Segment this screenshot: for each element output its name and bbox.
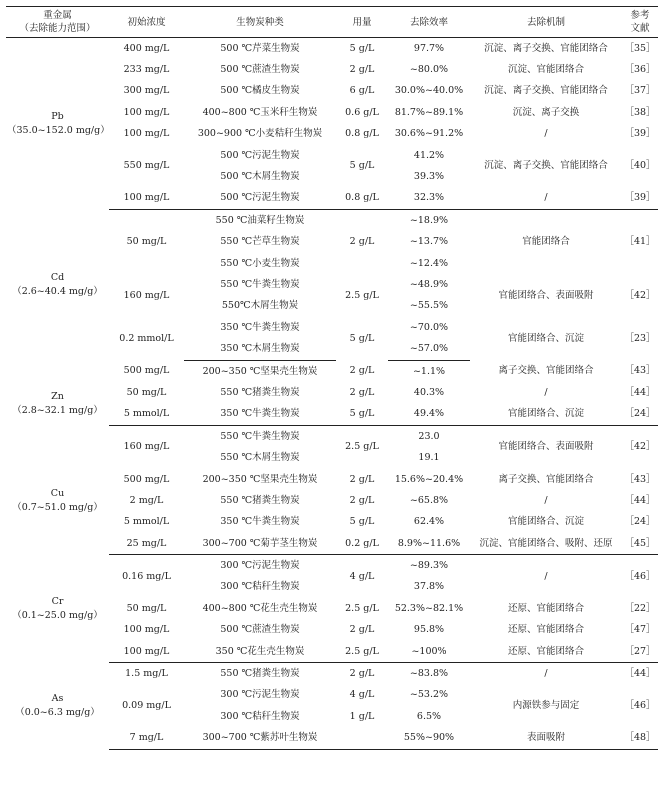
removal-mechanism-cell: 官能团络合、沉淀 [507,516,584,528]
header-biochar-type: 生物炭种类 [184,7,336,38]
biochar-type-cell: 400~800 ℃玉米秆生物炭 [202,106,318,118]
removal-mechanism-cell: 还原、官能团络合 [507,624,584,636]
reference-cell: ［43］ [624,365,656,377]
dosage-cell: 6 g/L [349,85,375,97]
metal-cell [6,555,109,663]
dosage-cell: 1 g/L [349,710,375,722]
heavy-metal-removal-table [6,6,658,750]
dosage-cell: 2 g/L [349,386,375,398]
initial-concentration-cell: 500 mg/L [123,473,170,485]
removal-mechanism-cell: / [544,668,548,680]
reference-cell: ［24］ [624,516,656,528]
metal-cell [6,210,109,361]
removal-efficiency-cell: 32.3% [388,188,470,210]
removal-mechanism-cell: 沉淀、官能团络合 [507,64,584,76]
removal-mechanism-cell: 还原、官能团络合 [470,641,622,663]
removal-mechanism-cell: 官能团络合、表面吸附 [498,289,594,301]
removal-efficiency-cell: 81.7%~89.1% [394,106,464,118]
initial-concentration-cell: 50 mg/L [126,236,167,248]
dosage-cell: 4 g/L [349,570,375,582]
reference-cell: ［42］ [624,289,656,301]
removal-efficiency-cell: ~53.2% [409,689,449,701]
reference-cell: ［24］ [622,404,658,426]
biochar-type-cell: 550 ℃猪粪生物炭 [220,494,300,506]
initial-concentration-cell: 100 mg/L [123,624,170,636]
biochar-type-cell: 300~700 ℃紫苏叶生物炭 [184,728,336,750]
biochar-type-cell: 500 ℃芹菜生物炭 [220,42,300,54]
table-row [6,210,658,232]
removal-efficiency-cell: 30.0%~40.0% [394,85,464,97]
reference-cell: ［35］ [624,42,656,54]
biochar-type-cell: 500 ℃蔗渣生物炭 [220,624,300,636]
metal-name: Cu [50,488,65,500]
metal-cell [6,38,109,210]
header-removal-mechanism: 去除机制 [470,7,622,38]
initial-concentration-cell: 500 mg/L [123,365,170,377]
initial-concentration-cell: 233 mg/L [123,64,170,76]
initial-concentration-cell: 400 mg/L [123,42,170,54]
initial-concentration-cell: 100 mg/L [123,106,170,118]
removal-efficiency-cell: 52.3%~82.1% [394,602,464,614]
reference-cell: ［48］ [622,728,658,750]
removal-efficiency-cell: 97.7% [413,42,445,54]
biochar-type-cell: 350 ℃牛粪生物炭 [184,404,336,426]
metal-capacity-range: （0.1~25.0 mg/g） [12,609,103,621]
removal-mechanism-cell: 表面吸附 [470,728,622,750]
biochar-type-cell: 200~350 ℃坚果壳生物炭 [202,473,318,485]
reference-cell: ［46］ [624,570,656,582]
biochar-type-cell: 500 ℃木屑生物炭 [220,171,300,183]
initial-concentration-cell: 50 mg/L [126,386,167,398]
metal-capacity-range: （0.0~6.3 mg/g） [15,707,100,719]
removal-efficiency-cell: ~70.0% [409,321,449,333]
biochar-type-cell: 500 ℃污泥生物炭 [220,149,300,161]
table-row [6,663,658,685]
reference-cell: ［44］ [624,668,656,680]
removal-efficiency-cell: ~83.8% [409,668,449,680]
initial-concentration-cell: 2 mg/L [129,494,164,506]
dosage-cell: 2.5 g/L [345,289,379,301]
reference-cell: ［44］ [624,494,656,506]
initial-concentration-cell: 100 mg/L [109,188,184,210]
removal-efficiency-cell: ~13.7% [409,236,449,248]
removal-mechanism-cell: 离子交换、官能团络合 [498,365,594,377]
removal-mechanism-cell: 沉淀、官能团络合、吸附、还原 [470,533,622,555]
removal-mechanism-cell: 内源铁参与固定 [512,700,580,712]
table-body [6,38,658,750]
initial-concentration-cell: 5 mmol/L [123,516,170,528]
biochar-type-cell: 550 ℃猪粪生物炭 [220,668,300,680]
header-metal [6,7,109,38]
header-dosage: 用量 [336,7,388,38]
metal-capacity-range: （0.7~51.0 mg/g） [12,502,103,514]
removal-efficiency-cell: 39.3% [413,171,445,183]
removal-efficiency-cell: 55%~90% [388,728,470,750]
removal-mechanism-cell: 沉淀、离子交换、官能团络合 [484,160,608,172]
dosage-cell: 5 g/L [349,42,375,54]
biochar-type-cell: 200~350 ℃坚果壳生物炭 [202,365,318,377]
metal-name: As [51,693,64,705]
biochar-type-cell: 500 ℃蔗渣生物炭 [220,64,300,76]
biochar-type-cell: 550 ℃牛粪生物炭 [220,278,300,290]
biochar-type-cell: 500 ℃橘皮生物炭 [220,85,300,97]
removal-efficiency-cell: ~18.9% [409,214,449,226]
removal-efficiency-cell: 23.0 [418,430,440,442]
dosage-cell: 2 g/L [349,64,375,76]
removal-mechanism-cell: 沉淀、离子交换 [512,106,580,118]
header-reference [622,7,658,38]
header-reference-line1: 参考 [630,10,650,21]
biochar-type-cell: 300~700 ℃菊芋茎生物炭 [184,533,336,555]
dosage-cell: 5 g/L [336,404,388,426]
metal-cell [6,663,109,750]
removal-efficiency-cell: ~48.9% [409,278,449,290]
biochar-type-cell: 550 ℃牛粪生物炭 [220,430,300,442]
removal-mechanism-cell: 沉淀、离子交换、官能团络合 [484,42,608,54]
dosage-cell: 2 g/L [349,236,375,248]
biochar-type-cell: 300 ℃秸秆生物炭 [220,710,300,722]
removal-mechanism-cell: 官能团络合、沉淀 [470,404,622,426]
metal-cell [6,360,109,447]
removal-mechanism-cell: / [470,188,622,210]
initial-concentration-cell: 0.16 mg/L [122,570,171,582]
metal-capacity-range: （35.0~152.0 mg/g） [7,124,110,136]
reference-cell: ［40］ [624,160,656,172]
biochar-type-cell: 550 ℃小麦生物炭 [220,257,300,269]
removal-efficiency-cell: 95.8% [413,624,445,636]
table-row [6,555,658,577]
removal-mechanism-cell: / [544,386,548,398]
removal-mechanism-cell: 还原、官能团络合 [507,602,584,614]
reference-cell: ［27］ [622,641,658,663]
removal-efficiency-cell: 15.6%~20.4% [394,473,464,485]
reference-cell: ［22］ [624,602,656,614]
header-row [6,7,658,38]
initial-concentration-cell: 25 mg/L [109,533,184,555]
header-metal-line1: 重金属 [43,10,72,21]
table-row [6,360,658,382]
initial-concentration-cell: 7 mg/L [109,728,184,750]
metal-name: Zn [51,390,64,402]
removal-mechanism-cell: / [544,570,548,582]
header-removal-efficiency: 去除效率 [388,7,470,38]
initial-concentration-cell: 5 mmol/L [109,404,184,426]
reference-cell: ［39］ [622,188,658,210]
removal-efficiency-cell: ~55.5% [409,300,449,312]
initial-concentration-cell: 50 mg/L [126,602,167,614]
biochar-type-cell: 300 ℃污泥生物炭 [220,560,300,572]
dosage-cell: 5 g/L [349,332,375,344]
metal-capacity-range: （2.6~40.4 mg/g） [12,285,103,297]
removal-efficiency-cell: ~89.3% [409,560,449,572]
dosage-cell: 5 g/L [349,160,375,172]
biochar-type-cell: 300 ℃秸秆生物炭 [220,581,300,593]
removal-mechanism-cell: / [544,494,548,506]
metal-name: Cd [50,271,65,283]
dosage-cell: 4 g/L [349,689,375,701]
reference-cell: ［38］ [624,106,656,118]
dosage-cell: 2 g/L [349,365,375,377]
biochar-type-cell: 350 ℃牛粪生物炭 [220,321,300,333]
initial-concentration-cell: 160 mg/L [123,441,170,453]
removal-efficiency-cell: 8.9%~11.6% [388,533,470,555]
initial-concentration-cell: 1.5 mg/L [125,668,168,680]
reference-cell: ［39］ [624,128,656,140]
biochar-type-cell: 400~800 ℃花生壳生物炭 [202,602,318,614]
reference-cell: ［41］ [624,236,656,248]
removal-efficiency-cell: ~57.0% [388,338,470,360]
biochar-type-cell: 350 ℃木屑生物炭 [184,338,336,360]
removal-efficiency-cell: ~65.8% [409,494,449,506]
reference-cell: ［36］ [624,64,656,76]
metal-capacity-range: （2.8~32.1 mg/g） [12,404,103,416]
biochar-type-cell: 350 ℃花生壳生物炭 [184,641,336,663]
header-metal-line2: （去除能力范围） [19,23,96,34]
header-reference-line2: 文献 [630,23,650,34]
initial-concentration-cell: 100 mg/L [109,641,184,663]
removal-mechanism-cell: 官能团络合 [522,236,570,248]
reference-cell: ［44］ [624,386,656,398]
reference-cell: ［46］ [624,700,656,712]
dosage-cell: 2.5 g/L [336,641,388,663]
removal-efficiency-cell: 30.6%~91.2% [394,128,464,140]
dosage-cell: 2.5 g/L [345,441,379,453]
biochar-type-cell: 500 ℃污泥生物炭 [184,188,336,210]
removal-mechanism-cell: 离子交换、官能团络合 [498,473,594,485]
dosage-cell: 2.5 g/L [345,602,379,614]
removal-efficiency-cell: ~12.4% [409,257,449,269]
removal-mechanism-cell: 官能团络合、沉淀 [507,332,584,344]
metal-name: Pb [51,110,64,122]
initial-concentration-cell: 100 mg/L [123,128,170,140]
dosage-cell: 2 g/L [349,473,375,485]
removal-efficiency-cell: 62.4% [413,516,445,528]
header-initial-concentration: 初始浓度 [109,7,184,38]
reference-cell: ［23］ [624,332,656,344]
removal-efficiency-cell: 49.4% [388,404,470,426]
dosage-cell: 2 g/L [349,624,375,636]
dosage-cell: 2 g/L [349,668,375,680]
reference-cell: ［37］ [624,85,656,97]
reference-cell: ［47］ [624,624,656,636]
reference-cell: ［42］ [624,441,656,453]
biochar-type-cell: 550 ℃芒草生物炭 [220,236,300,248]
biochar-type-cell: 300~900 ℃小麦秸秆生物炭 [197,128,323,140]
reference-cell: ［45］ [622,533,658,555]
removal-mechanism-cell: 沉淀、离子交换、官能团络合 [484,85,608,97]
table-row [6,38,658,60]
biochar-type-cell: 550 ℃木屑生物炭 [220,452,300,464]
initial-concentration-cell: 550 mg/L [123,160,170,172]
removal-efficiency-cell: ~80.0% [409,64,449,76]
biochar-type-cell: 350 ℃牛粪生物炭 [220,516,300,528]
biochar-type-cell: 550 ℃猪粪生物炭 [220,386,300,398]
removal-mechanism-cell: / [544,128,548,140]
removal-efficiency-cell: 40.3% [413,386,445,398]
removal-efficiency-cell: 37.8% [413,581,445,593]
dosage-cell: 0.2 g/L [336,533,388,555]
initial-concentration-cell: 160 mg/L [123,289,170,301]
initial-concentration-cell: 300 mg/L [123,85,170,97]
metal-cell [6,447,109,554]
removal-efficiency-cell: ~1.1% [412,365,446,377]
dosage-cell [336,728,388,750]
dosage-cell: 0.8 g/L [336,188,388,210]
dosage-cell: 0.8 g/L [345,128,379,140]
dosage-cell: 5 g/L [349,516,375,528]
metal-name: Cr [51,595,64,607]
dosage-cell: 0.6 g/L [345,106,379,118]
biochar-type-cell: 300 ℃污泥生物炭 [220,689,300,701]
biochar-type-cell: 550℃木屑生物炭 [221,300,299,312]
initial-concentration-cell: 0.09 mg/L [122,700,171,712]
removal-efficiency-cell: 6.5% [416,710,442,722]
initial-concentration-cell: 0.2 mmol/L [119,332,174,344]
biochar-type-cell: 550 ℃油菜籽生物炭 [215,214,305,226]
removal-efficiency-cell: 19.1 [418,452,440,464]
dosage-cell: 2 g/L [349,494,375,506]
reference-cell: ［43］ [624,473,656,485]
removal-efficiency-cell: ~100% [388,641,470,663]
removal-efficiency-cell: 41.2% [413,149,445,161]
removal-mechanism-cell: 官能团络合、表面吸附 [498,441,594,453]
